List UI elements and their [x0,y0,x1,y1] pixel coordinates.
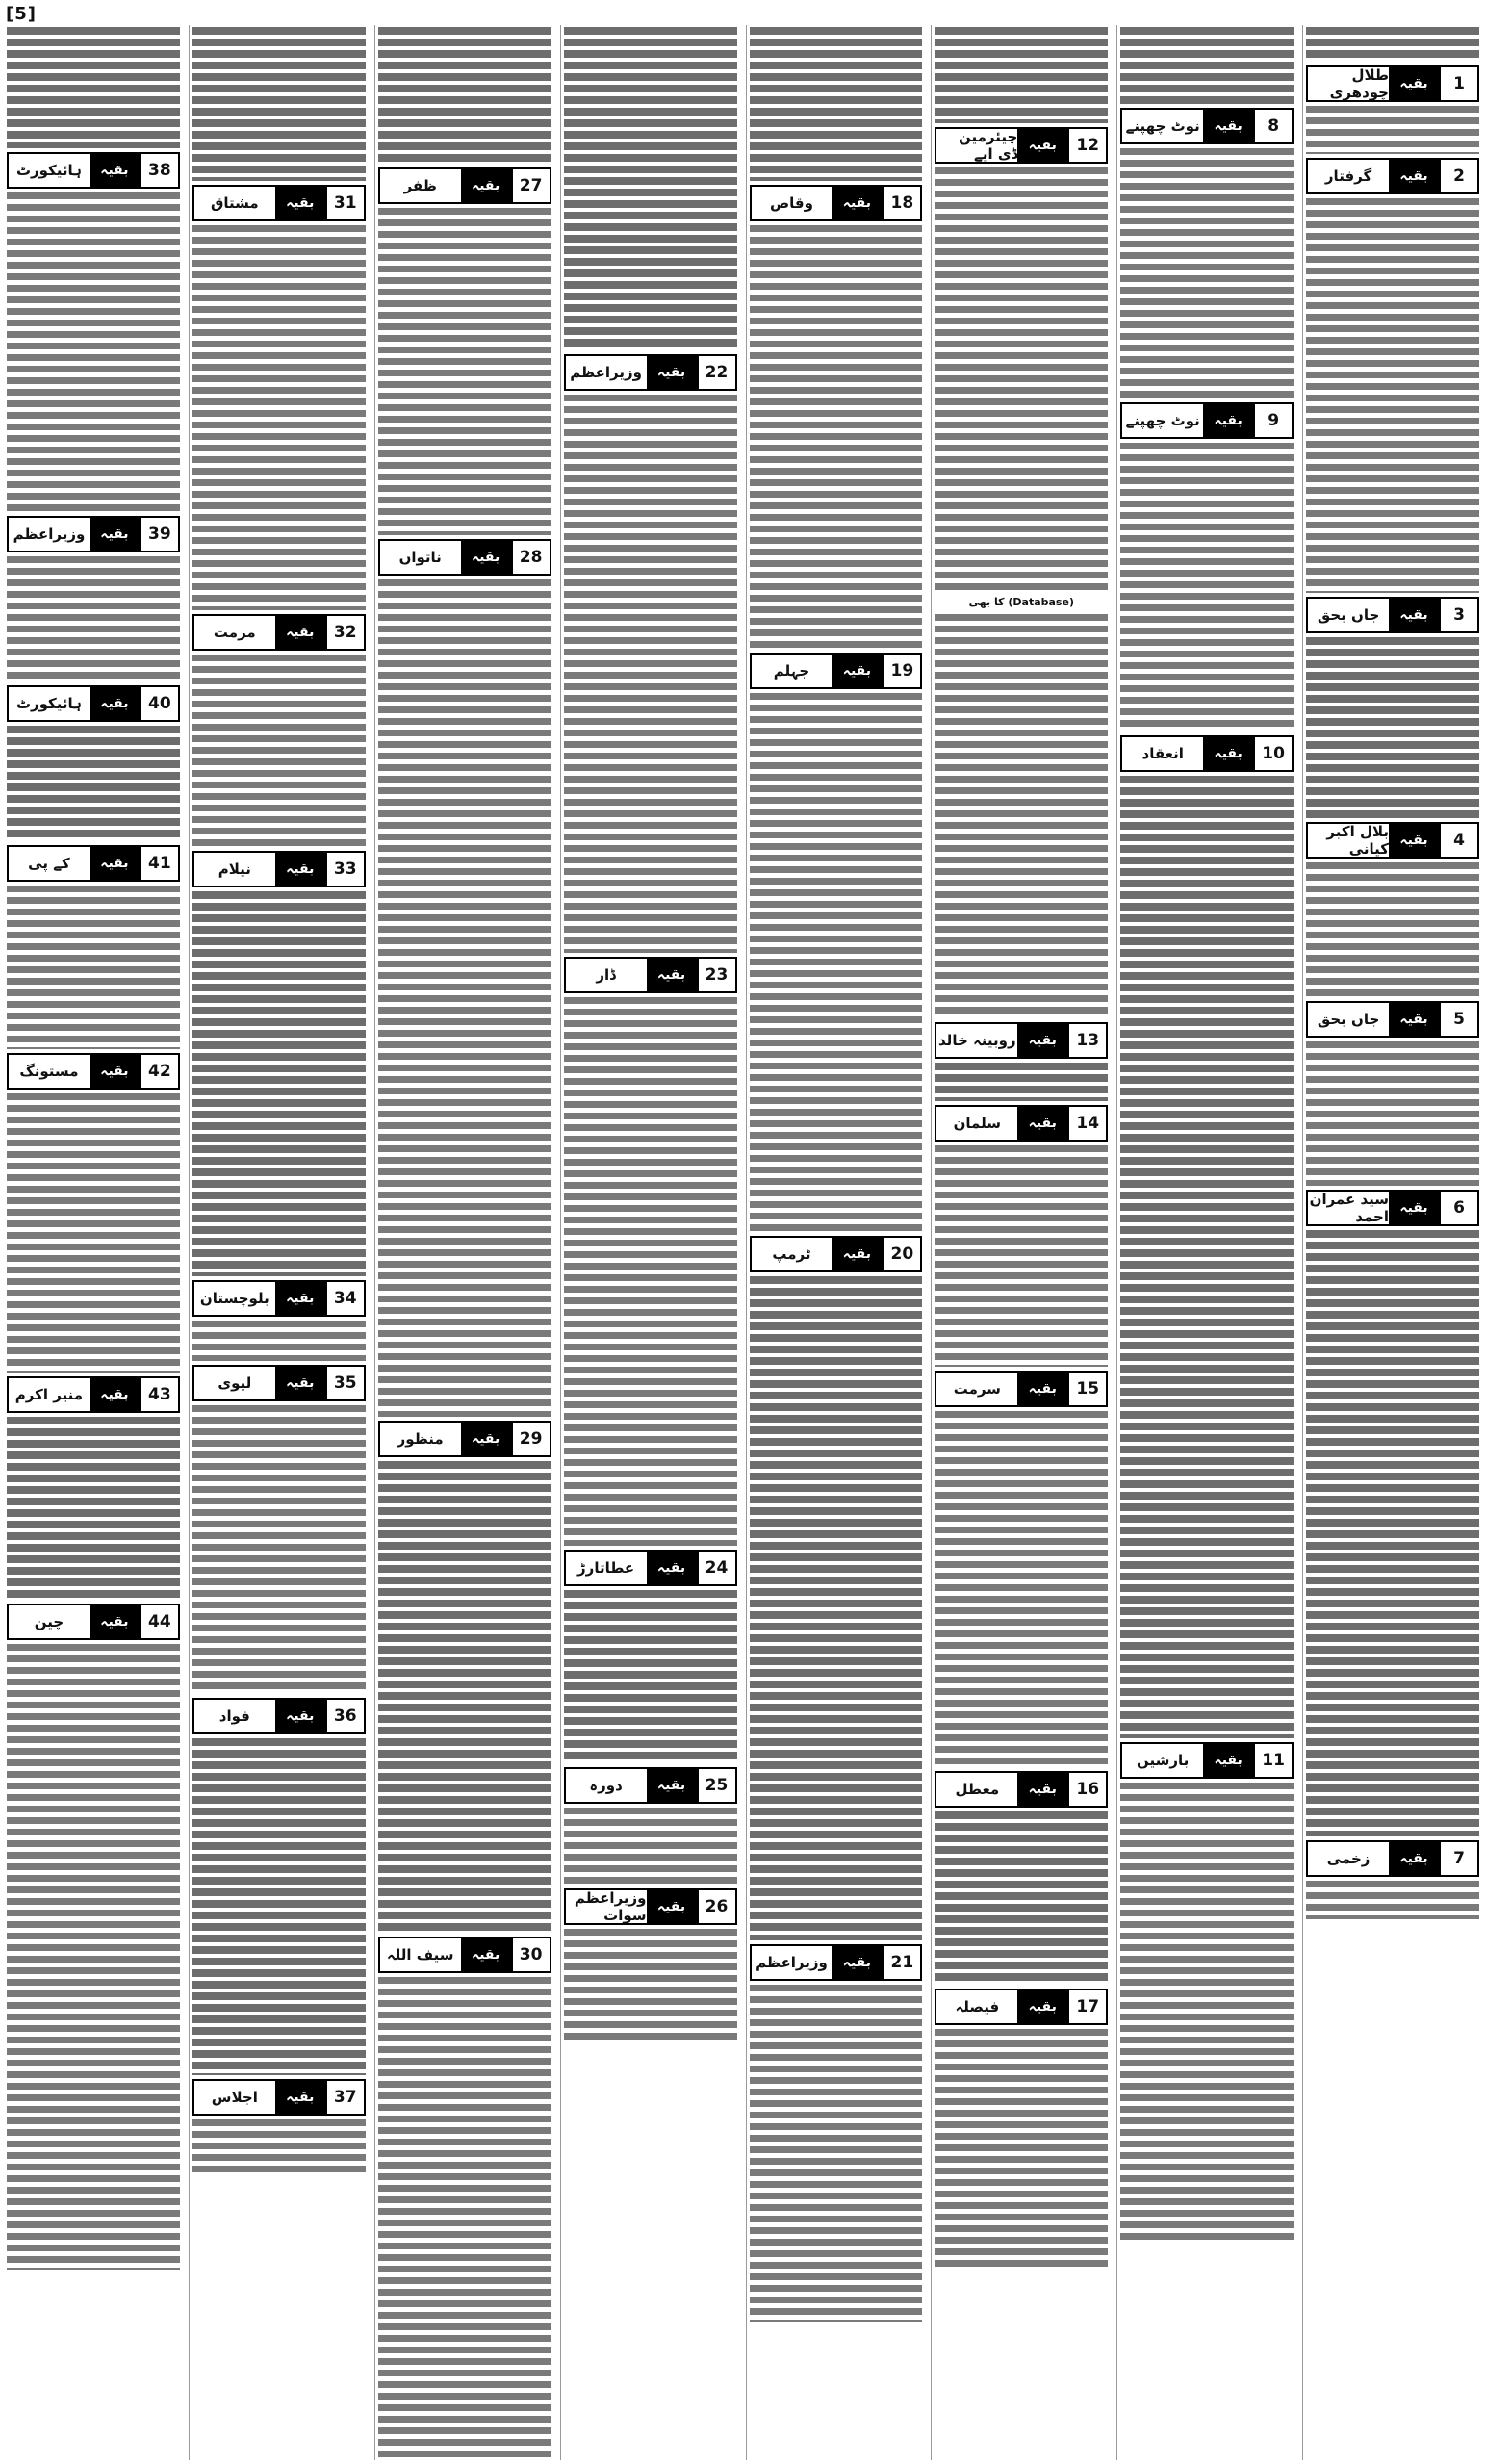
inline-label: (Database) کا بھی [935,595,1108,610]
heading-title: منظور [380,1423,461,1455]
heading-tag: بقیہ [275,2081,325,2114]
heading-tag: بقیہ [275,616,325,649]
heading-tag: بقیہ [275,187,325,219]
heading-title: سرمت [936,1373,1017,1405]
heading-number: 7 [1439,1842,1477,1875]
continuation-heading-36[interactable] [192,1698,366,1734]
article-text [7,726,180,841]
heading-title: انعقاد [1122,737,1203,770]
heading-title: جاں بحق [1308,1003,1389,1036]
article-text [935,1145,1108,1367]
heading-number: 22 [697,356,735,389]
heading-number: 42 [140,1055,178,1088]
article-text [192,891,366,1276]
continuation-heading-43[interactable] [7,1376,180,1413]
column-6 [374,25,554,2460]
heading-tag: بقیہ [1017,1024,1067,1057]
heading-title: ٹرمپ [752,1238,833,1270]
continuation-heading-38[interactable] [7,152,180,189]
heading-number: 34 [325,1282,364,1315]
heading-number: 33 [325,853,364,886]
article-text [7,1093,180,1373]
article-text [935,614,1108,1018]
heading-tag: بقیہ [90,518,140,551]
heading-title: منیر اکرم [9,1378,90,1411]
column-8 [4,25,183,2460]
heading-tag: بقیہ [647,1769,697,1802]
page-number: [5] [6,4,37,24]
article-text [1120,443,1294,732]
heading-title: کے پی [9,847,90,880]
heading-number: 39 [140,518,178,551]
heading-number: 17 [1067,1990,1106,2023]
continuation-heading-26[interactable] [564,1888,737,1925]
continuation-heading-35[interactable] [192,1365,366,1401]
column-1 [1302,25,1482,2460]
continuation-heading-17[interactable] [935,1989,1108,2025]
continuation-heading-2[interactable] [1306,158,1479,194]
continuation-heading-21[interactable] [750,1944,923,1981]
article-text [935,27,1108,123]
heading-title: مرمت [194,616,275,649]
article-text [564,1808,737,1885]
continuation-heading-23[interactable] [564,957,737,993]
article-text [1306,106,1479,154]
continuation-heading-19[interactable] [750,653,923,689]
heading-number: 24 [697,1552,735,1584]
heading-tag: بقیہ [1389,599,1439,631]
article-text [7,192,180,512]
continuation-heading-40[interactable] [7,685,180,722]
article-text [7,1644,180,2270]
article-text [7,27,180,148]
continuation-heading-14[interactable] [935,1105,1108,1142]
heading-number: 20 [882,1238,920,1270]
heading-number: 36 [325,1700,364,1732]
heading-number: 4 [1439,824,1477,857]
continuation-heading-5[interactable] [1306,1001,1479,1038]
article-text [1306,1881,1479,1919]
heading-tag: بقیہ [1203,110,1253,142]
article-text [378,27,551,164]
article-text [7,1417,180,1600]
heading-title: نیلام [194,853,275,886]
article-text [935,1811,1108,1985]
continuation-heading-13[interactable] [935,1022,1108,1059]
heading-tag: بقیہ [1017,129,1067,162]
article-text [378,1461,551,1933]
continuation-heading-11[interactable] [1120,1742,1294,1779]
article-text [935,2029,1108,2270]
heading-number: 21 [882,1946,920,1979]
article-text [192,1405,366,1694]
heading-title: روبینہ خالد [936,1024,1017,1057]
continuation-heading-44[interactable] [7,1604,180,1640]
heading-tag: بقیہ [647,356,697,389]
continuation-heading-41[interactable] [7,845,180,882]
heading-number: 14 [1067,1107,1106,1140]
article-text [564,1590,737,1763]
article-text [1120,776,1294,1738]
heading-tag: بقیہ [1203,737,1253,770]
heading-number: 19 [882,654,920,687]
heading-title: مشتاق [194,187,275,219]
continuation-heading-15[interactable] [935,1371,1108,1407]
heading-title: ظفر [380,169,461,202]
heading-tag: بقیہ [461,541,511,574]
heading-tag: بقیہ [275,853,325,886]
heading-title: اجلاس [194,2081,275,2114]
continuation-heading-9[interactable] [1120,402,1294,439]
column-7 [189,25,369,2460]
heading-title: وزیراعظم [752,1946,833,1979]
heading-title: عطاتارڑ [566,1552,647,1584]
continuation-heading-16[interactable] [935,1771,1108,1808]
heading-number: 5 [1439,1003,1477,1036]
heading-tag: بقیہ [1389,67,1439,100]
continuation-heading-12[interactable] [935,127,1108,164]
article-text [1306,1230,1479,1836]
heading-number: 31 [325,187,364,219]
continuation-heading-1[interactable] [1306,65,1479,102]
heading-number: 32 [325,616,364,649]
heading-tag: بقیہ [647,959,697,991]
heading-title: فواد [194,1700,275,1732]
heading-title: وزیراعظم سوات [566,1890,647,1923]
continuation-heading-30[interactable] [378,1937,551,1973]
heading-tag: بقیہ [90,1055,140,1088]
heading-title: جہلم [752,654,833,687]
heading-title: سیف اللہ [380,1938,461,1971]
continuation-heading-4[interactable] [1306,822,1479,859]
heading-number: 15 [1067,1373,1106,1405]
heading-tag: بقیہ [1017,1773,1067,1806]
heading-title: ہائیکورٹ [9,687,90,720]
heading-number: 1 [1439,67,1477,100]
heading-tag: بقیہ [461,169,511,202]
heading-tag: بقیہ [1389,1842,1439,1875]
heading-title: چین [9,1605,90,1638]
heading-number: 41 [140,847,178,880]
heading-title: لیوی [194,1367,275,1399]
heading-title: ہائیکورٹ [9,154,90,187]
continuation-heading-32[interactable] [192,614,366,651]
heading-number: 38 [140,154,178,187]
heading-number: 8 [1253,110,1292,142]
heading-title: سید عمران احمد [1309,1191,1389,1225]
heading-tag: بقیہ [275,1282,325,1315]
heading-tag: بقیہ [1017,1107,1067,1140]
heading-tag: بقیہ [647,1890,697,1923]
heading-tag: بقیہ [1389,1003,1439,1036]
article-text [1306,1041,1479,1186]
heading-tag: بقیہ [1203,404,1253,437]
heading-number: 44 [140,1605,178,1638]
article-text [378,208,551,535]
heading-tag: بقیہ [275,1700,325,1732]
article-text [1120,148,1294,398]
heading-tag: بقیہ [90,1605,140,1638]
heading-title: نوٹ چھپنے [1122,110,1203,142]
column-2 [1116,25,1296,2460]
continuation-heading-8[interactable] [1120,108,1294,144]
article-text [378,579,551,1417]
continuation-heading-10[interactable] [1120,735,1294,772]
article-text [1306,637,1479,818]
heading-title: زخمی [1308,1842,1389,1875]
heading-title: فیصلہ [936,1990,1017,2023]
article-text [935,1063,1108,1101]
article-text [564,997,737,1546]
heading-title: وزیراعظم [9,518,90,551]
heading-tag: بقیہ [1389,160,1439,192]
heading-title: وقاص [752,187,833,219]
heading-title: معطل [936,1773,1017,1806]
heading-number: 3 [1439,599,1477,631]
heading-tag: بقیہ [90,847,140,880]
heading-title: مستونگ [9,1055,90,1088]
heading-tag: بقیہ [832,187,882,219]
continuation-heading-6[interactable] [1306,1190,1479,1226]
article-text [378,1977,551,2460]
heading-title: سلمان [936,1107,1017,1140]
heading-number: 40 [140,687,178,720]
article-text [935,1411,1108,1767]
heading-number: 13 [1067,1024,1106,1057]
heading-title: بلال اکبر کیانی [1308,824,1389,857]
article-text [1120,27,1294,104]
heading-title: جاں بحق [1308,599,1389,631]
heading-number: 12 [1067,129,1106,162]
heading-title: ڈار [566,959,647,991]
heading-title: بلوچستان [194,1282,275,1315]
article-text [192,1738,366,2075]
heading-number: 11 [1253,1744,1292,1777]
heading-title: گرفتار [1308,160,1389,192]
continuation-heading-18[interactable] [750,185,923,221]
heading-number: 27 [511,169,550,202]
heading-number: 6 [1439,1192,1477,1224]
heading-number: 30 [511,1938,550,1971]
heading-tag: بقیہ [1017,1990,1067,2023]
continuation-heading-33[interactable] [192,851,366,887]
article-text [750,1985,923,2322]
article-text [192,654,366,847]
heading-number: 26 [697,1890,735,1923]
continuation-heading-42[interactable] [7,1053,180,1090]
newspaper-columns [4,25,1482,2460]
continuation-heading-24[interactable] [564,1550,737,1586]
article-text [1306,198,1479,593]
heading-title: نوٹ چھپنے [1122,404,1203,437]
heading-tag: بقیہ [832,654,882,687]
continuation-heading-3[interactable] [1306,597,1479,633]
continuation-heading-20[interactable] [750,1236,923,1272]
heading-title: چیئرمین ڈی ایے [936,129,1017,162]
article-text [1306,27,1479,62]
article-text [192,225,366,610]
heading-number: 2 [1439,160,1477,192]
article-text [7,886,180,1049]
article-text [1306,862,1479,997]
heading-tag: بقیہ [1389,824,1439,857]
article-text [750,27,923,181]
heading-number: 25 [697,1769,735,1802]
article-text [564,395,737,953]
article-text [7,556,180,681]
continuation-heading-28[interactable] [378,539,551,576]
heading-tag: بقیہ [275,1367,325,1399]
heading-tag: بقیہ [832,1946,882,1979]
heading-title: ناتواں [380,541,461,574]
heading-tag: بقیہ [832,1238,882,1270]
heading-number: 35 [325,1367,364,1399]
heading-tag: بقیہ [461,1938,511,1971]
heading-tag: بقیہ [90,1378,140,1411]
continuation-heading-25[interactable] [564,1767,737,1804]
article-text [564,27,737,350]
heading-tag: بقیہ [1017,1373,1067,1405]
column-5 [560,25,740,2460]
heading-title: طلال چودھری [1308,67,1389,100]
article-text [564,1929,737,2044]
heading-tag: بقیہ [647,1552,697,1584]
continuation-heading-37[interactable] [192,2079,366,2116]
heading-number: 29 [511,1423,550,1455]
article-text [192,2119,366,2177]
article-text [192,1321,366,1361]
continuation-heading-39[interactable] [7,516,180,552]
heading-number: 10 [1253,737,1292,770]
heading-title: بارشیں [1122,1744,1203,1777]
continuation-heading-29[interactable] [378,1421,551,1457]
heading-number: 37 [325,2081,364,2114]
continuation-heading-34[interactable] [192,1280,366,1317]
heading-title: وزیراعظم [566,356,647,389]
heading-number: 28 [511,541,550,574]
heading-number: 43 [140,1378,178,1411]
column-4 [746,25,926,2460]
continuation-heading-22[interactable] [564,354,737,391]
heading-tag: بقیہ [461,1423,511,1455]
heading-tag: بقیہ [1203,1744,1253,1777]
heading-tag: بقیہ [90,154,140,187]
continuation-heading-7[interactable] [1306,1840,1479,1877]
heading-number: 16 [1067,1773,1106,1806]
heading-number: 23 [697,959,735,991]
heading-tag: بقیہ [1389,1192,1439,1224]
heading-number: 9 [1253,404,1292,437]
continuation-heading-27[interactable] [378,167,551,204]
column-3 [931,25,1111,2460]
article-text [750,225,923,649]
article-text [750,693,923,1232]
article-text [1120,1783,1294,2245]
heading-tag: بقیہ [90,687,140,720]
heading-title: دورہ [566,1769,647,1802]
article-text [750,1276,923,1940]
continuation-heading-31[interactable] [192,185,366,221]
heading-number: 18 [882,187,920,219]
article-text [192,27,366,181]
article-text [935,167,1108,591]
